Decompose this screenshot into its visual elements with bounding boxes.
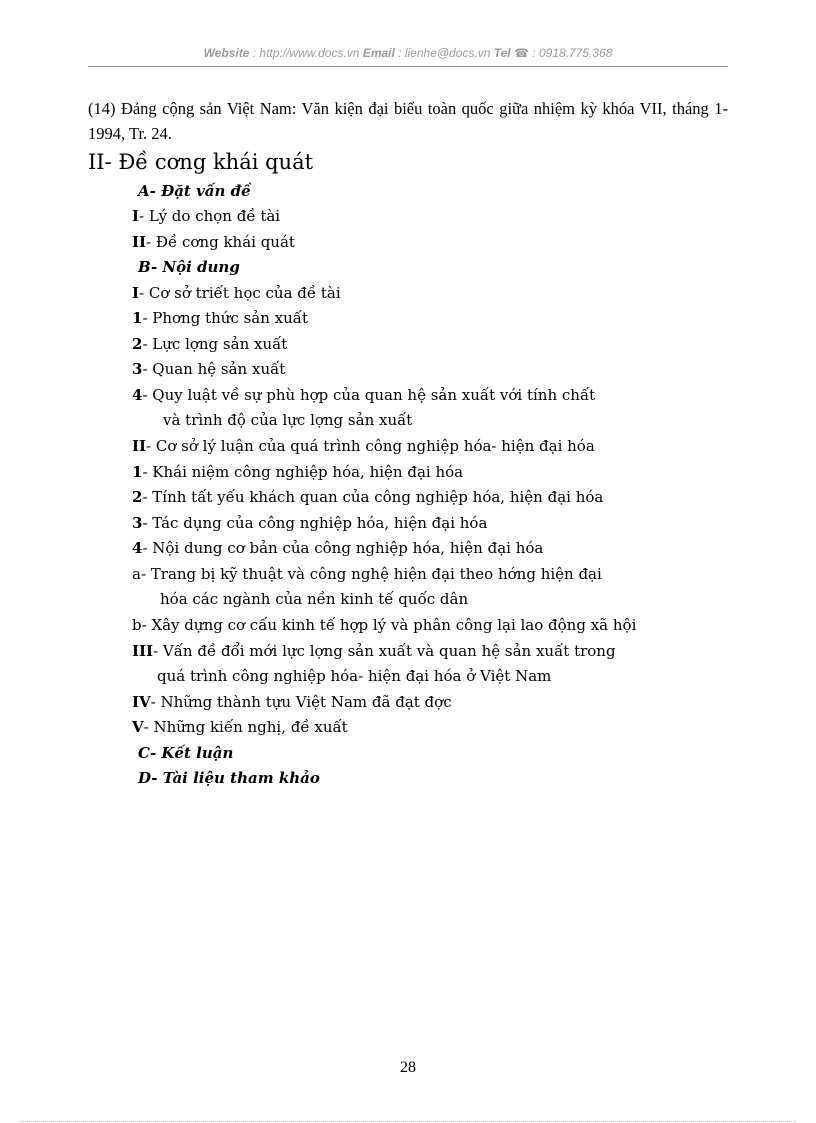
outline-III-cont: quá trình công nghiệp hóa- hiện đại hóa ở Việt Nam [157,667,552,685]
outline-B: B- Nội dung [138,258,240,276]
outline-II: II- Đề cơng khái quát [132,233,295,251]
outline-4-cont: và trình độ của lực lợng sản xuất [163,411,413,429]
outline-a: a- Trang bị kỹ thuật và công nghệ hiện đại theo hớng hiện đại [132,565,602,583]
outline-V: V- Những kiến nghị, đề xuất [132,718,348,736]
outline-II-3: 3- Tác dụng của công nghiệp hóa, hiện đại hóa [132,514,488,532]
website-url[interactable]: : http://www.docs.vn [252,46,360,60]
outline-b: b- Xây dựng cơ cấu kinh tế hợp lý và phân công lại lao động xã hội [132,616,637,634]
phone-icon: ☎ [514,46,529,60]
outline-C: C- Kết luận [138,744,234,762]
outline-D: D- Tài liệu tham khảo [138,769,320,787]
header-divider [88,66,728,67]
outline-II-2: 2- Tính tất yếu khách quan của công nghiệp hóa, hiện đại hóa [132,488,604,506]
page-number: 28 [400,1059,416,1076]
outline-a-cont: hóa các ngành của nền kinh tế quốc dân [160,590,469,608]
outline-I: I- Lý do chọn đề tài [132,207,281,225]
outline-1: 1- Phơng thức sản xuất [132,309,309,327]
email-value[interactable]: : lienhe@docs.vn [398,46,491,60]
section-title: II- Đề cơng khái quát [88,150,314,174]
outline-A: A- Đặt vấn đề [138,182,251,200]
outline-B-I: I- Cơ sở triết học của đề tài [132,284,341,302]
bottom-divider [20,1121,796,1122]
outline-II-1: 1- Khái niệm công nghiệp hóa, hiện đại hóa [132,463,464,481]
outline-III: III- Vấn đề đổi mới lực lợng sản xuất và quan hệ sản xuất trong [132,642,616,660]
email-label: Email [362,46,395,60]
outline-4: 4- Quy luật về sự phù hợp của quan hệ sản xuất với tính chất [132,386,596,404]
footnote: (14) Đảng cộng sản Việt Nam: Văn kiện đại biểu toàn quốc giữa nhiệm kỳ khóa VII, tháng 1- 1994, Tr. 24. [88,99,728,143]
outline-II-4: 4- Nội dung cơ bản của công nghiệp hóa, hiện đại hóa [132,539,544,557]
tel-value: : 0918.775.368 [532,46,613,60]
outline-2: 2- Lực lợng sản xuất [132,335,288,353]
page-header [88,46,728,60]
outline-IV: IV- Những thành tựu Việt Nam đã đạt đợc [132,693,452,711]
website-label: Website [203,46,250,60]
outline-B-II: II- Cơ sở lý luận của quá trình công nghiệp hóa- hiện đại hóa [132,437,595,455]
outline-3: 3- Quan hệ sản xuất [132,360,286,378]
tel-label: Tel [493,46,511,60]
